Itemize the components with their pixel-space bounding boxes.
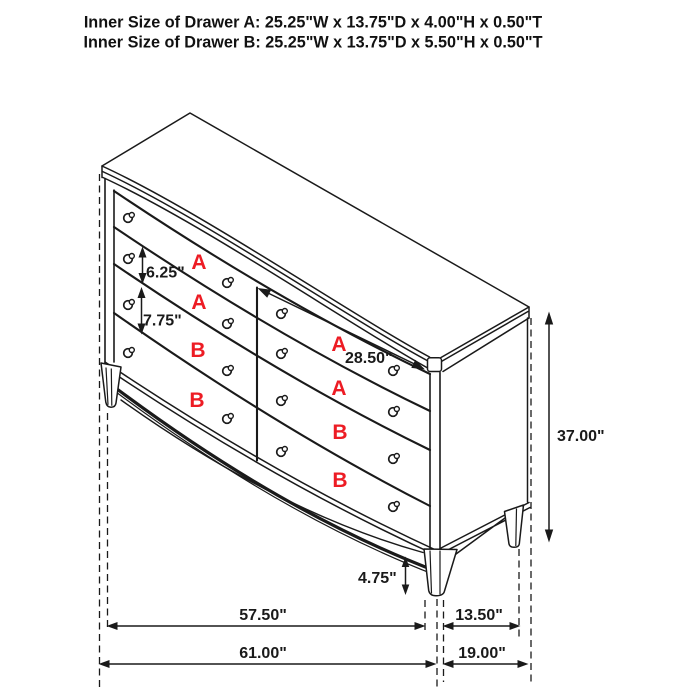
dimension-label-drawer-bank-width: 28.50" [345, 350, 393, 367]
arrow-right-icon [426, 660, 437, 668]
arrow-down-icon [402, 585, 410, 596]
knob-icon [124, 254, 135, 264]
knob-icon [277, 349, 288, 359]
drawer-label-right-3: B [332, 421, 348, 444]
front-face [105, 179, 441, 575]
arrow-right-icon [415, 622, 426, 630]
dimension-label-side-depth: 13.50" [455, 607, 503, 624]
dimension-label-leg-height: 4.75" [358, 570, 397, 587]
knob-icon [223, 366, 234, 376]
drawer-label-right-1: A [331, 333, 347, 356]
top-panel-right-edge [441, 307, 530, 372]
knob-icon [124, 300, 135, 310]
arrow-up-icon [545, 312, 553, 325]
dimension-front-width [107, 607, 426, 630]
knob-icon [124, 348, 135, 358]
drawer-label-right-2: A [331, 377, 347, 400]
dimension-label-drawer-b-height: 7.75" [143, 312, 182, 330]
drawer-label-left-2: A [191, 291, 207, 314]
arrow-down-icon [545, 530, 553, 543]
title-drawer-b-size: Inner Size of Drawer B: 25.25"W x 13.75"D x 5.50"H x 0.50"T [83, 33, 543, 52]
drawer-label-left-1: A [191, 251, 207, 274]
title-drawer-a-size: Inner Size of Drawer A: 25.25"W x 13.75"D x 4.00"H x 0.50"T [83, 13, 543, 32]
dimension-label-overall-height: 37.00" [557, 428, 605, 445]
corner-post-cap [428, 358, 442, 372]
leg-back-right-edge [516, 509, 517, 547]
arrow-upleft-icon [258, 288, 272, 298]
drawer-label-left-4: B [189, 389, 205, 412]
top-panel-outline [102, 113, 529, 318]
knob-icon [277, 447, 288, 457]
knob-icon [124, 213, 135, 223]
front-skirt-bottom-thick [117, 389, 433, 570]
knob-icon [223, 278, 234, 288]
arrow-up-icon [138, 287, 146, 298]
diagram-title [84, 14, 543, 52]
dimension-side-depth [443, 607, 521, 630]
knob-icon [277, 309, 288, 319]
dimension-leg-height [358, 557, 409, 596]
knob-icon [389, 454, 400, 464]
legs [101, 363, 524, 596]
dimension-label-drawer-a-height: 6.25" [146, 264, 185, 282]
top-panel [102, 113, 529, 372]
dimension-label-front-width: 57.50" [239, 607, 287, 624]
arrow-right-icon [518, 660, 529, 668]
dimension-label-overall-width: 61.00" [239, 645, 287, 662]
leg-back-right [505, 505, 524, 547]
knob-icon [277, 396, 288, 406]
knob-icon [389, 407, 400, 417]
knob-icon [389, 502, 400, 512]
knob-icon [223, 319, 234, 329]
drawer-label-right-4: B [332, 469, 348, 492]
dimension-label-overall-depth: 19.00" [458, 645, 506, 662]
dimension-overall-height [545, 312, 605, 543]
dimension-overall-width [99, 645, 437, 668]
dimension-overall-depth [443, 645, 529, 668]
dimension-drawer-a-height [139, 247, 185, 285]
knob-icon [223, 414, 234, 424]
drawer-label-left-3: B [190, 339, 206, 362]
